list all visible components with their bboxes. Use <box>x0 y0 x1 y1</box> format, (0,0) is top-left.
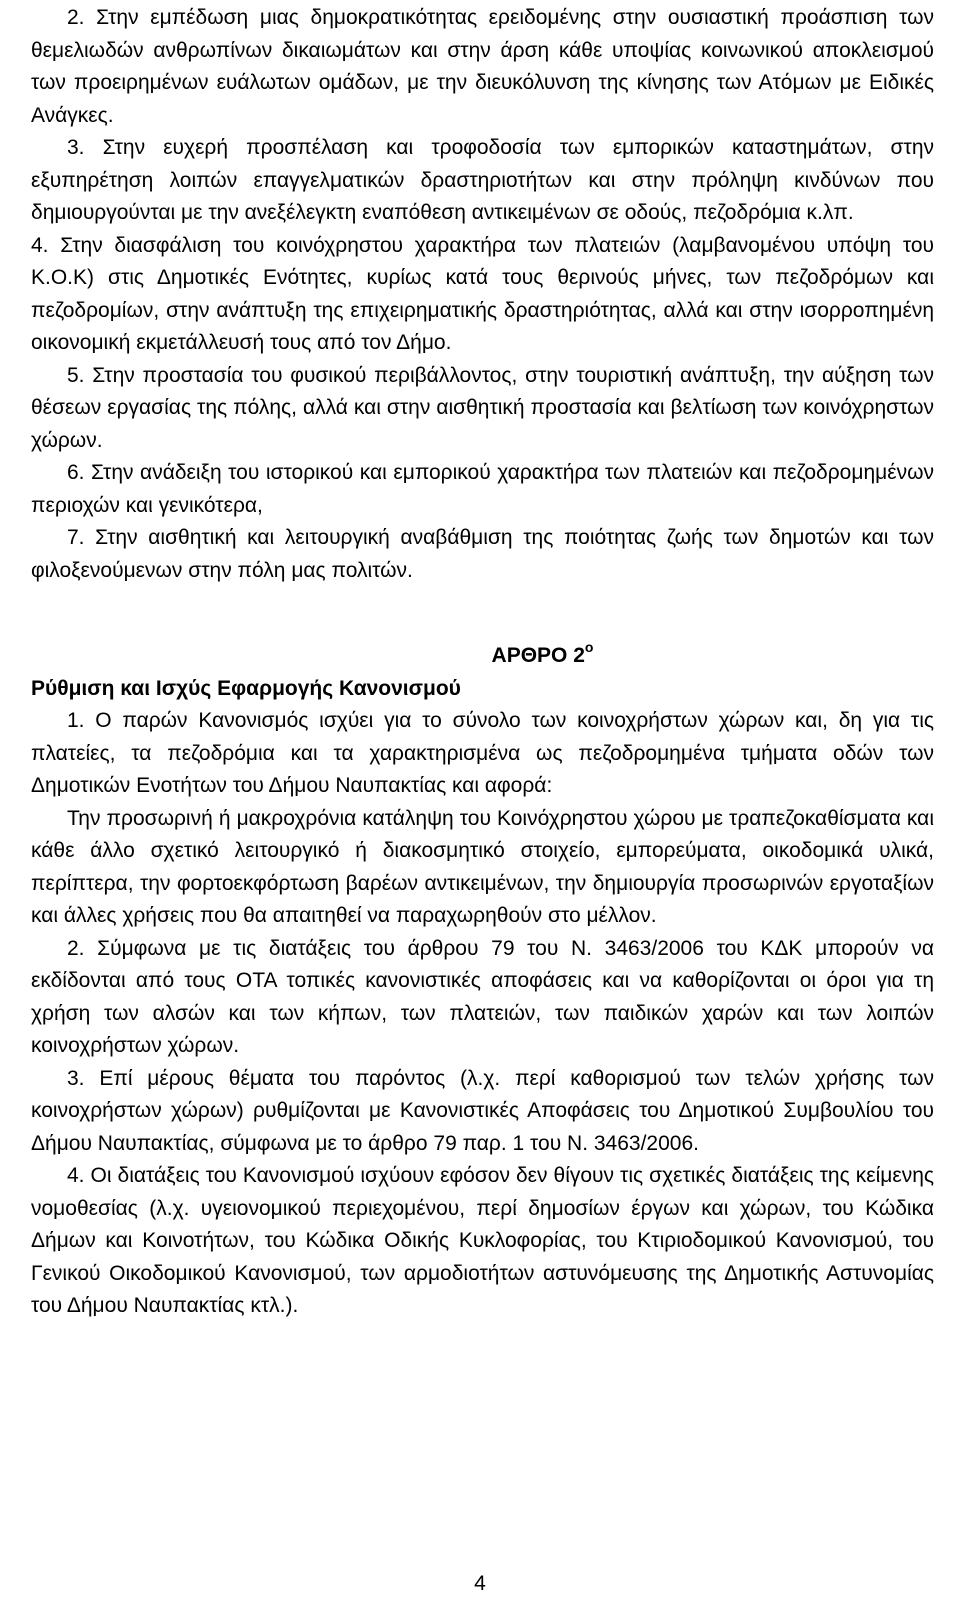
paragraph-item-4: 4. Στην διασφάλιση του κοινόχρηστου χαρακτήρα των πλατειών (λαμβανομένου υπόψη του Κ.Ο.Κ) στις Δημοτικές Ενότητες, κυρίως κατά τους θερινούς μήνες, των πεζοδρόμων και πεζοδρομίων, στην ανάπτυξη της επιχειρηματικής δραστηριότητας, αλλά και στην ισορροπημένη οικονομική εκμετάλλευσή τους από τον Δήμο. <box>31 233 934 354</box>
paragraph-item-6: 6. Στην ανάδειξη του ιστορικού και εμπορικού χαρακτήρα των πλατειών και πεζοδρομημένων περιοχών και γενικότερα, <box>31 461 934 517</box>
article-title-superscript: ο <box>584 639 594 655</box>
paragraph-item-7: 7. Στην αισθητική και λειτουργική αναβάθμιση της ποιότητας ζωής των δημοτών και των φιλοξενούμενων στην πόλη μας πολιτών. <box>31 526 934 582</box>
article-title-text: ΑΡΘΡΟ 2 <box>491 644 585 667</box>
article-paragraph-3: 3. Επί μέρους θέματα του παρόντος (λ.χ. περί καθορισμού των τελών χρήσης των κοινοχρήστων χώρων) ρυθμίζονται με Κανονιστικές Αποφάσεις του Δημοτικού Συμβουλίου του Δήμου Ναυπακτίας, σύμφωνα με το άρθρο 79 παρ. 1 του Ν. 3463/2006. <box>31 1066 934 1155</box>
section-heading: Ρύθμιση και Ισχύς Εφαρμογής Κανονισμού <box>31 676 461 700</box>
paragraph-item-3: 3. Στην ευχερή προσπέλαση και τροφοδοσία των εμπορικών καταστημάτων, στην εξυπηρέτηση λοιπών επαγγελματικών δραστηριοτήτων και στην πρόληψη κινδύνων που δημιουργούνται με την ανεξέλεγκτη εναπόθεση αντικειμένων σε οδούς, πεζοδρόμια κ.λπ. <box>31 136 934 224</box>
article-paragraph-scope: Την προσωρινή ή μακροχρόνια κατάληψη του Κοινόχρηστου χώρου με τραπεζοκαθίσματα και κάθε άλλο σχετικό λειτουργικό ή διακοσμητικό στοιχείο, εμπορεύματα, οικοδομικά υλικά, περίπτερα, την φορτοεκφόρτωση βαρέων αντικειμένων, την δημιουργία προσωρινών εργοταξίων και άλλες χρήσεις που θα απαιτηθεί να παραχωρηθούν στο μέλλον. <box>31 806 934 927</box>
article-title <box>31 633 934 673</box>
article-paragraph-2: 2. Σύμφωνα με τις διατάξεις του άρθρου 79 του Ν. 3463/2006 του ΚΔΚ μπορούν να εκδίδονται από τους ΟΤΑ τοπικές κανονιστικές αποφάσεις και να καθορίζονται οι όροι για τη χρήση των αλσών και των κήπων, των πλατειών, των παιδικών χαρών και των λοιπών κοινοχρήστων χώρων. <box>31 936 934 1057</box>
page-number: 4 <box>474 1572 486 1595</box>
article-paragraph-4: 4. Οι διατάξεις του Κανονισμού ισχύουν εφόσον δεν θίγουν τις σχετικές διατάξεις της κείμενης νομοθεσίας (λ.χ. υγειονομικού περιεχομένου, περί δημοσίων έργων και χώρων, του Κώδικα Δήμων και Κοινοτήτων, του Κώδικα Οδικής Κυκλοφορίας, του Κτιριοδομικού Κανονισμού, του Γενικού Οικοδομικού Κανονισμού, των αρμοδιοτήτων αστυνόμευσης της Δημοτικής Αστυνομίας του Δήμου Ναυπακτίας κτλ.). <box>31 1164 934 1317</box>
paragraph-item-5: 5. Στην προστασία του φυσικού περιβάλλοντος, στην τουριστική ανάπτυξη, την αύξηση των θέσεων εργασίας της πόλης, αλλά και στην αισθητική προστασία και βελτίωση των κοινόχρηστων χώρων. <box>31 363 934 452</box>
paragraph-item-2: 2. Στην εμπέδωση μιας δημοκρατικότητας ερειδομένης στην ουσιαστική προάσπιση των θεμελιωδών ανθρωπίνων δικαιωμάτων και στην άρση κάθε υποψίας κοινωνικού αποκλεισμού των προειρημένων ευάλωτων ομάδων, με την διευκόλυνση της κίνησης των Ατόμων με Ειδικές Ανάγκες. <box>31 6 934 127</box>
article-paragraph-1: 1. Ο παρών Κανονισμός ισχύει για το σύνολο των κοινοχρήστων χώρων και, δη για τις πλατείες, τα πεζοδρόμια και τα χαρακτηρισμένα ως πεζοδρομημένα τμήματα οδών των Δημοτικών Ενοτήτων του Δήμου Ναυπακτίας και αφορά: <box>31 709 934 797</box>
